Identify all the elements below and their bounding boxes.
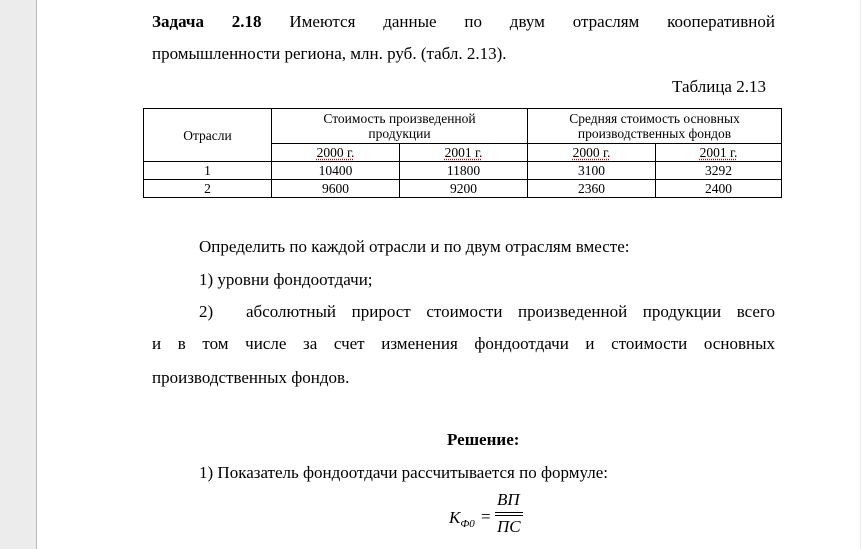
table-cell: 2400 [656,180,782,198]
task-line-1 [152,12,775,32]
table-header-row [144,109,782,144]
task-line-2: промышленности региона, млн. руб. (табл. 2.13). [152,44,507,63]
fraction-bar [495,512,523,513]
table-cell: 10400 [272,162,400,180]
task-text-1: Имеются данные по двум отраслям кооперативной [289,12,775,31]
table-cell: 3100 [528,162,656,180]
year-cell: 2000 г. [528,144,656,162]
table-caption: Таблица 2.13 [672,77,766,96]
document-content [37,0,860,549]
question-item-2-number: 2) [199,302,214,321]
year-cell: 2001 г. [656,144,782,162]
task-label: Задача 2.18 [152,12,262,31]
header-output-line-1: Стоимость произведенной [323,111,476,126]
table-cell: 2 [144,180,272,198]
solution-heading: Решение: [447,430,520,449]
fraction-bar-2 [495,515,523,516]
formula-numerator: ВП [497,490,520,509]
solution-line-1: 1) Показатель фондоотдачи рассчитывается по формуле: [199,463,608,482]
formula-denominator: ПС [497,517,521,536]
document-page [36,0,860,549]
question-item-2-line-3: производственных фондов. [152,368,350,387]
question-intro: Определить по каждой отрасли и по двум отраслям вместе: [199,237,630,256]
data-table [143,108,782,198]
table-cell: 3292 [656,162,782,180]
question-item-1: 1) уровни фондоотдачи; [199,270,373,289]
header-branch: Отрасли [144,109,272,162]
year-cell: 2000 г. [272,144,400,162]
table-cell: 11800 [400,162,528,180]
question-item-2-line-2: и в том числе за счет изменения фондоотдачи и стоимости основных [152,334,775,353]
table-cell: 9200 [400,180,528,198]
header-output [272,109,528,144]
year-cell: 2001 г. [400,144,528,162]
table-cell: 2360 [528,180,656,198]
question-item-2-line-1: абсолютный прирост стоимости произведенной продукции всего [246,302,775,321]
table-row [144,162,782,180]
table-cell: 1 [144,162,272,180]
table-cell: 9600 [272,180,400,198]
formula-equals: = [481,507,491,526]
header-assets-line-2: производственных фондов [577,126,732,141]
header-output-line-2: продукции [368,126,431,141]
formula-lhs: $K_{Ф0}$ [449,508,475,530]
header-assets-line-1: Средняя стоимость основных [569,111,740,126]
header-assets [528,109,782,144]
table-row [144,180,782,198]
